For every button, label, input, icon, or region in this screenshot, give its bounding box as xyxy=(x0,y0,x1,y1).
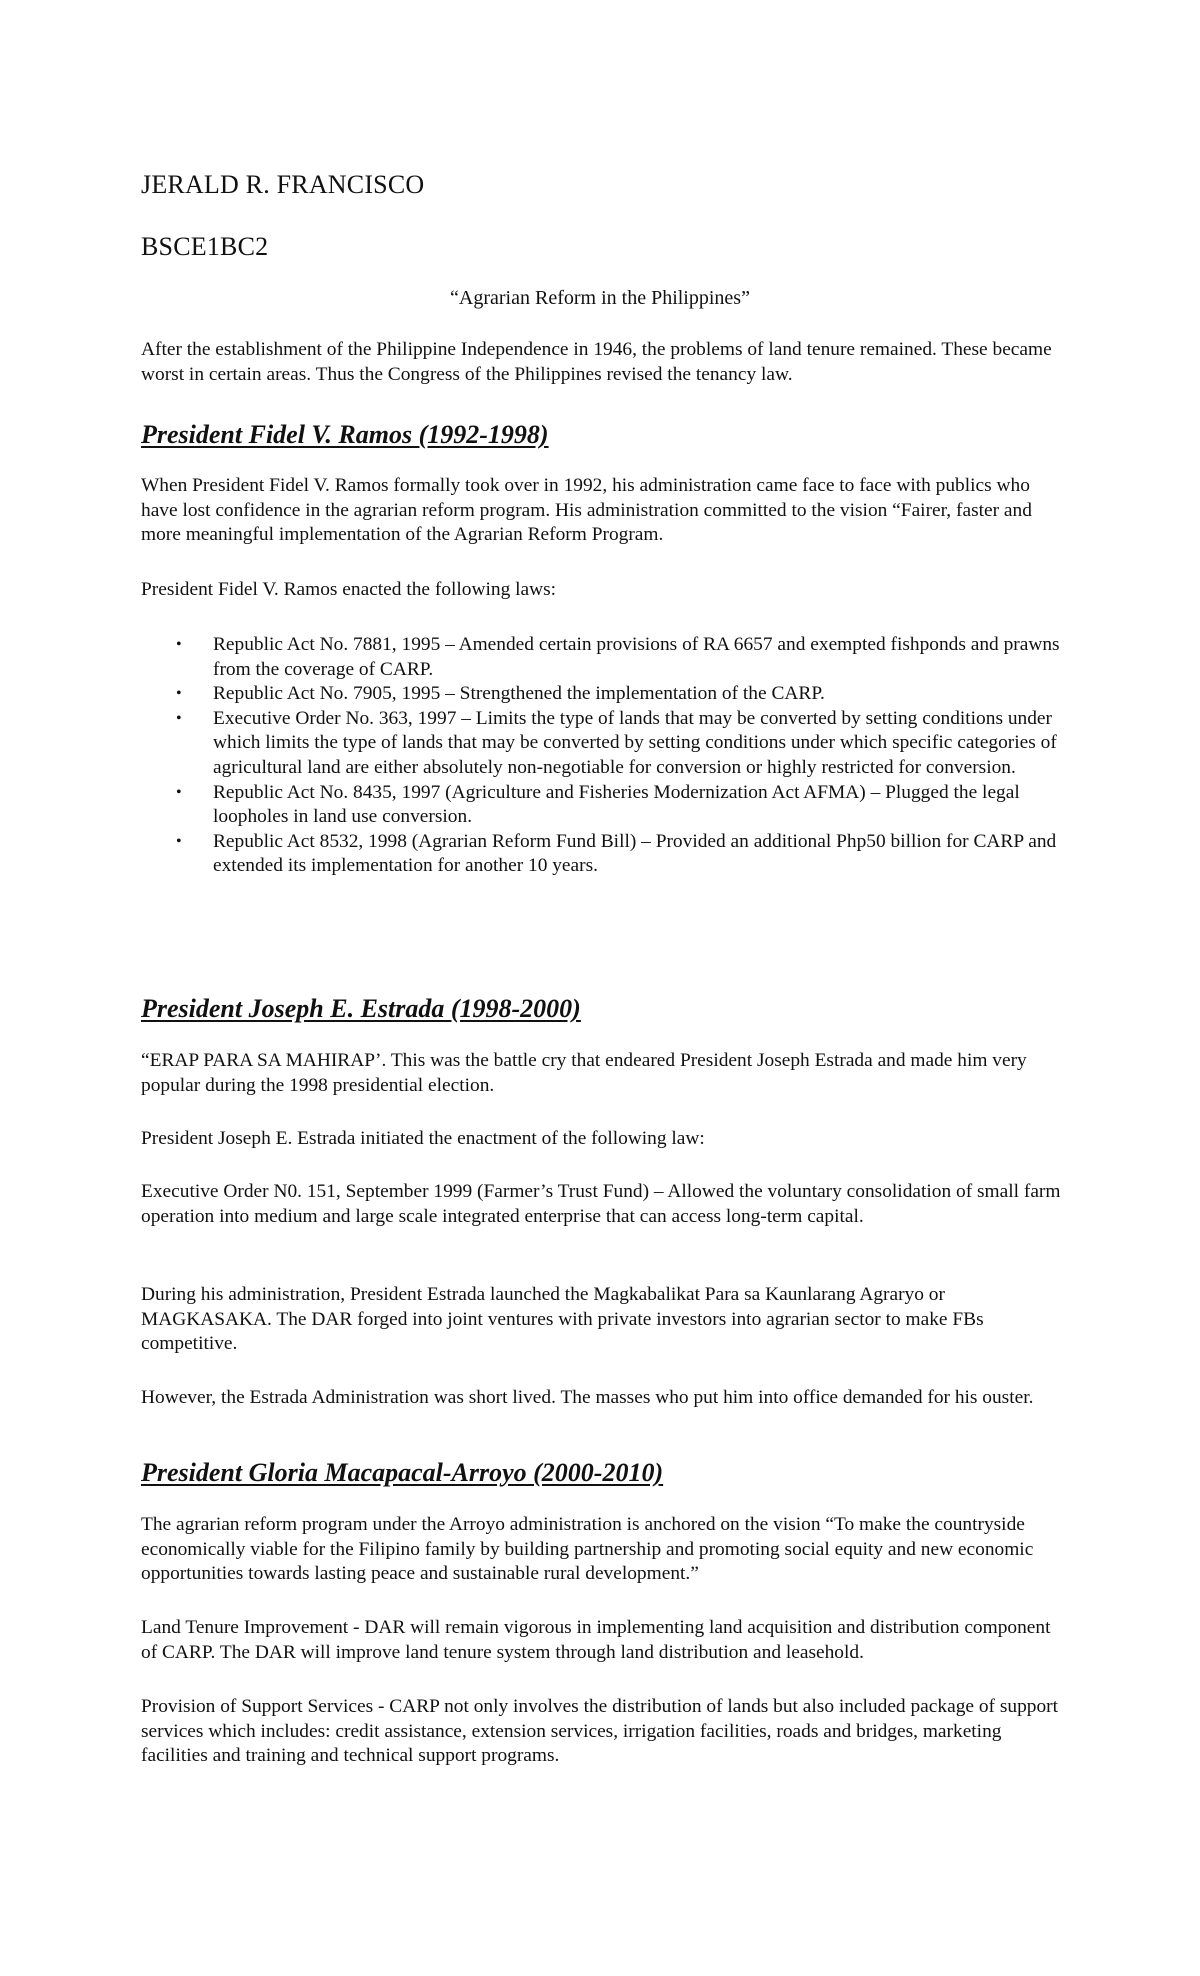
estrada-paragraph-5: However, the Estrada Administration was short lived. The masses who put him into office demanded for his ouster. xyxy=(141,1387,1034,1408)
heading-estrada: President Joseph E. Estrada (1998-2000) xyxy=(141,994,581,1023)
class-section: BSCE1BC2 xyxy=(141,232,269,261)
list-item xyxy=(141,830,1066,879)
arroyo-paragraph-1: The agrarian reform program under the Arroyo administration is anchored on the vision “To make the countryside economically viable for the Filipino family by building partnership and promoting social equity and new economic opportunities towards lasting peace and sustainable rural development.” xyxy=(141,1514,1034,1585)
intro-paragraph: After the establishment of the Philippine Independence in 1946, the problems of land tenure remained. These became worst in certain areas. Thus the Congress of the Philippines revised the tenancy law. xyxy=(141,339,1052,385)
list-item xyxy=(141,682,1066,707)
heading-arroyo: President Gloria Macapacal-Arroyo (2000-2010) xyxy=(141,1458,664,1487)
bullet-icon: • xyxy=(176,636,182,653)
bullet-icon: • xyxy=(176,685,182,703)
law-text: Republic Act No. 7881, 1995 – Amended certain provisions of RA 6657 and exempted fishponds and prawns from the coverage of CARP. xyxy=(213,634,1060,680)
list-item xyxy=(141,707,1066,781)
ramos-laws-list xyxy=(141,633,1066,879)
estrada-paragraph-4: During his administration, President Estrada launched the Magkabalikat Para sa Kaunlarang Agraryo or MAGKASAKA. The DAR forged into joint ventures with private investors into agrarian sector to make FBs competitive. xyxy=(141,1284,984,1355)
list-item xyxy=(141,781,1066,830)
arroyo-paragraph-2: Land Tenure Improvement - DAR will remain vigorous in implementing land acquisition and distribution component of CARP. The DAR will improve land tenure system through land distribution and leasehold. xyxy=(141,1617,1051,1663)
bullet-icon: • xyxy=(176,832,182,850)
law-text: Republic Act No. 7905, 1995 – Strengthened the implementation of the CARP. xyxy=(213,683,825,705)
law-text: Republic Act No. 8435, 1997 (Agriculture and Fisheries Modernization Act AFMA) – Plugged the legal loopholes in land use conversion. xyxy=(213,781,1020,828)
estrada-paragraph-1: “ERAP PARA SA MAHIRAP’. This was the battle cry that endeared President Joseph Estrada and made him very popular during the 1998 presidential election. xyxy=(141,1050,1027,1096)
document-title: “Agrarian Reform in the Philippines” xyxy=(450,287,750,309)
bullet-icon: • xyxy=(176,783,182,801)
law-text: Republic Act 8532, 1998 (Agrarian Reform Fund Bill) – Provided an additional Php50 billion for CARP and extended its implementation for another 10 years. xyxy=(213,830,1057,877)
estrada-paragraph-3: Executive Order N0. 151, September 1999 (Farmer’s Trust Fund) – Allowed the voluntary consolidation of small farm operation into medium and large scale integrated enterprise that can access long-term capital. xyxy=(141,1181,1061,1227)
arroyo-paragraph-3: Provision of Support Services - CARP not only involves the distribution of lands but also included package of support services which includes: credit assistance, extension services, irrigation facilities, roads and bridges, marketing facilities and training and technical support programs. xyxy=(141,1696,1059,1767)
law-text: Executive Order No. 363, 1997 – Limits the type of lands that may be converted by setting conditions under which limits the type of lands that may be converted by setting conditions under which specific categories of agricultural land are either absolutely non-negotiable for conversion or highly restricted for conversion. xyxy=(213,707,1057,778)
ramos-paragraph-2: President Fidel V. Ramos enacted the following laws: xyxy=(141,579,557,600)
heading-ramos: President Fidel V. Ramos (1992-1998) xyxy=(141,420,549,449)
bullet-icon: • xyxy=(176,709,182,727)
author-name: JERALD R. FRANCISCO xyxy=(141,170,425,199)
ramos-paragraph-1: When President Fidel V. Ramos formally took over in 1992, his administration came face to face with publics who have lost confidence in the agrarian reform program. His administration committed to the vision “Fairer, faster and more meaningful implementation of the Agrarian Reform Program. xyxy=(141,475,1032,546)
estrada-paragraph-2: President Joseph E. Estrada initiated the enactment of the following law: xyxy=(141,1128,705,1149)
list-item xyxy=(141,633,1066,682)
